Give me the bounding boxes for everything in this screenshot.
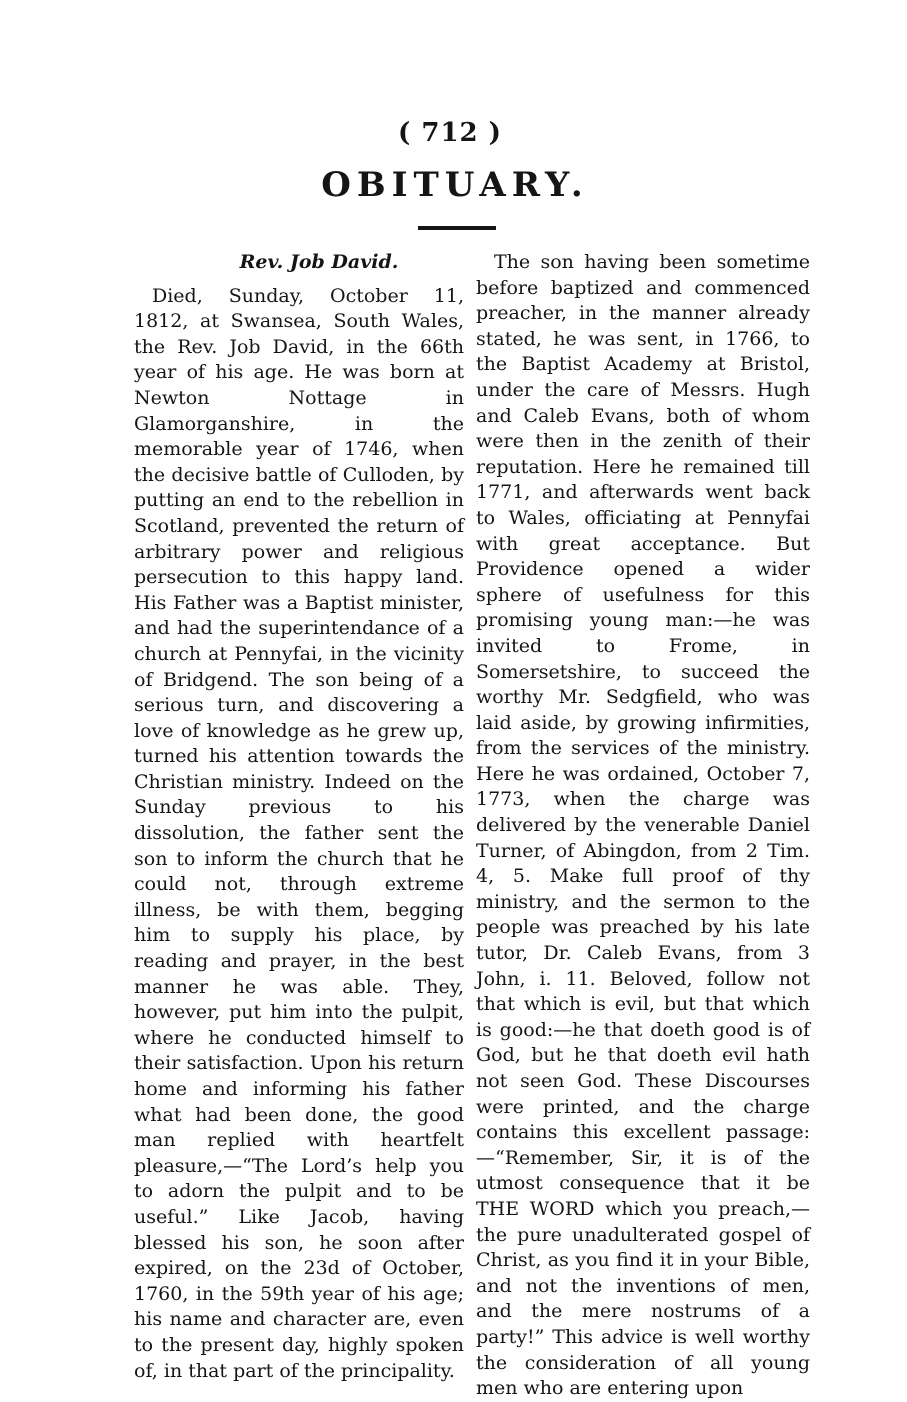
right-column-text: The son having been sometime before baptized and commenced preacher, in the manner already stated, he was sent, in 1766, to the Baptist Academy at Bristol, under the care of Messrs. Hugh and Caleb Evans, both of whom were then in the zenith of their reputation. Here he remained till 1771, and afterwards went back to Wales, officiating at Pennyfai with great acceptance. But Providence opened a wider sphere of usefulness for this promising young man:—he was invited to Frome, in Somersetshire, to succeed the worthy Mr. Sedgfield, who was laid aside, by growing infirmities, from the services of the ministry. Here he was ordained, October 7, 1773, when the charge was delivered by the venerable Daniel Turner, of Abingdon, from 2 Tim. 4, 5. Make full proof of thy ministry, and the sermon to the people was preached by his late tutor, Dr. Caleb Evans, from 3 John, i. 11. Beloved, follow not that which is evil, but that which is good:—he that doeth good is of God, but he that doeth evil hath not seen God. These Discourses were printed, and the charge contains this excellent passage:—“Remember, Sir, it is of the utmost consequence that it be THE WORD which you preach,—the pure unadulterated gospel of Christ, as you find it in your Bible, and not the inventions of men, and the mere nostrums of a party!” This advice is well worthy the consideration of all young men who are entering upon (476, 251, 810, 1400)
section-heading: OBITUARY. (321, 165, 589, 205)
heading-rule (418, 226, 496, 230)
left-column (134, 250, 464, 1382)
right-column (476, 250, 810, 1400)
page-number: ( 712 ) (398, 118, 502, 148)
article-subheading: Rev. Job David. (239, 251, 399, 273)
left-column-text: Died, Sunday, October 11, 1812, at Swansea, South Wales, the Rev. Job David, in the 66th year of his age. He was born at Newton Nottage in Glamorganshire, in the memorable year of 1746, when the decisive battle of Culloden, by putting an end to the rebellion in Scotland, prevented the return of arbitrary power and religious persecution to this happy land. His Father was a Baptist minister, and had the superintendance of a church at Pennyfai, in the vicinity of Bridgend. The son being of a serious turn, and discovering a love of knowledge as he grew up, turned his attention towards the Christian ministry. Indeed on the Sunday previous to his dissolution, the father sent the son to inform the church that he could not, through extreme illness, be with them, begging him to supply his place, by reading and prayer, in the best manner he was able. They, however, put him into the pulpit, where he conducted himself to their satisfaction. Upon his return home and informing his father what had been done, the good man replied with heartfelt pleasure,—“The Lord’s help you to adorn the pulpit and to be useful.” Like Jacob, having blessed his son, he soon after expired, on the 23d of October, 1760, in the 59th year of his age; his name and character are, even to the present day, highly spoken of, in that part of the principality. (134, 284, 464, 1382)
